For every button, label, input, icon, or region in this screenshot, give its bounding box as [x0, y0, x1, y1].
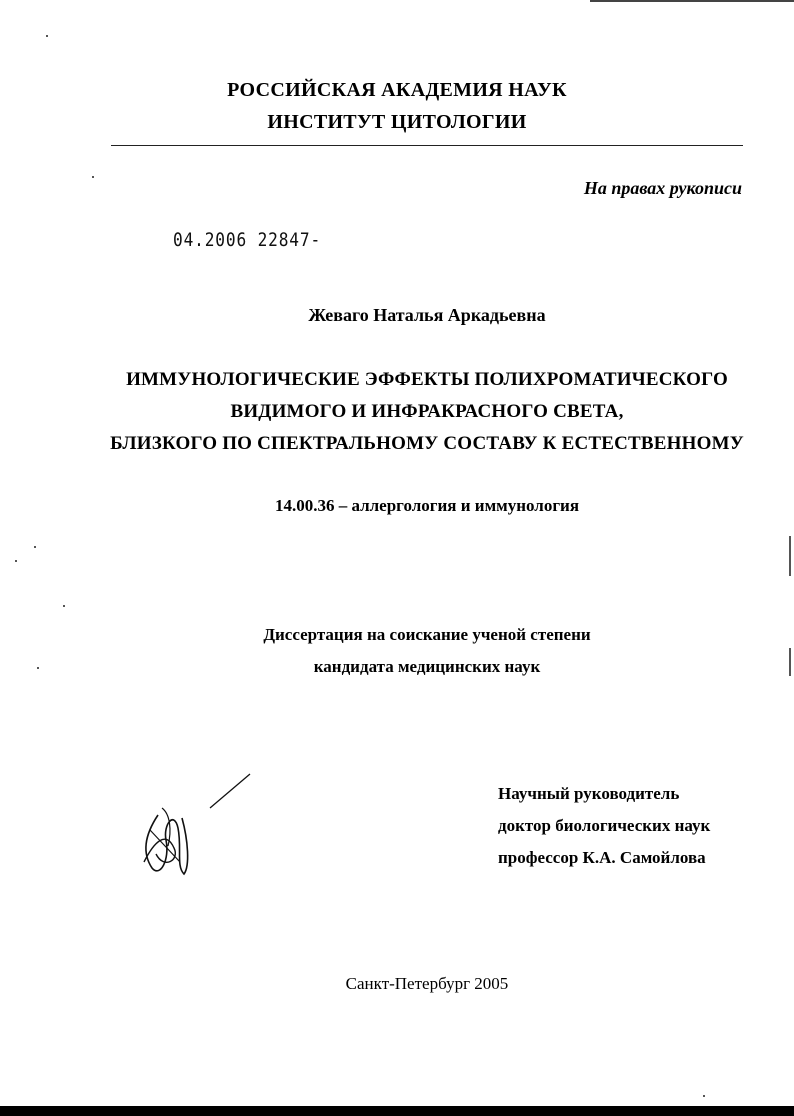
manuscript-note: На правах рукописи: [583, 178, 742, 198]
thesis-title-line-2: ВИДИМОГО И ИНФРАКРАСНОГО СВЕТА,: [230, 401, 624, 422]
specialty-code: 14.00.36 – аллергология и иммунология: [274, 496, 580, 515]
scan-speck: [703, 1095, 705, 1097]
registration-stamp-number: 04.2006 22847-: [173, 229, 322, 251]
supervisor-degree: доктор биологических наук: [498, 816, 711, 835]
scan-speck: [15, 560, 17, 562]
organization-name: РОССИЙСКАЯ АКАДЕМИЯ НАУК: [227, 79, 567, 101]
scan-edge-mark: [789, 536, 791, 576]
thesis-title-line-1: ИММУНОЛОГИЧЕСКИЕ ЭФФЕКТЫ ПОЛИХРОМАТИЧЕСКОГО: [126, 369, 728, 390]
scan-speck: [37, 667, 39, 669]
supervisor-name: профессор К.А. Самойлова: [498, 848, 706, 867]
thesis-title-line-3: БЛИЗКОГО ПО СПЕКТРАЛЬНОМУ СОСТАВУ К ЕСТЕСТВЕННОМУ: [110, 433, 744, 454]
degree-line-1: Диссертация на соискание ученой степени: [263, 625, 591, 644]
institute-name: ИНСТИТУТ ЦИТОЛОГИИ: [267, 111, 527, 133]
handwritten-signature: [130, 770, 260, 885]
header-divider: [111, 145, 743, 146]
scan-edge-mark: [789, 648, 791, 676]
scan-edge-bottom: [0, 1106, 794, 1116]
scan-edge-top: [590, 0, 794, 2]
scan-speck: [46, 35, 48, 37]
scan-speck: [92, 176, 94, 178]
city-year: Санкт-Петербург 2005: [345, 974, 509, 993]
supervisor-label: Научный руководитель: [498, 784, 680, 803]
author-name: Жеваго Наталья Аркадьевна: [308, 305, 546, 325]
degree-line-2: кандидата медицинских наук: [313, 657, 541, 676]
scan-speck: [34, 546, 36, 548]
scan-speck: [63, 605, 65, 607]
